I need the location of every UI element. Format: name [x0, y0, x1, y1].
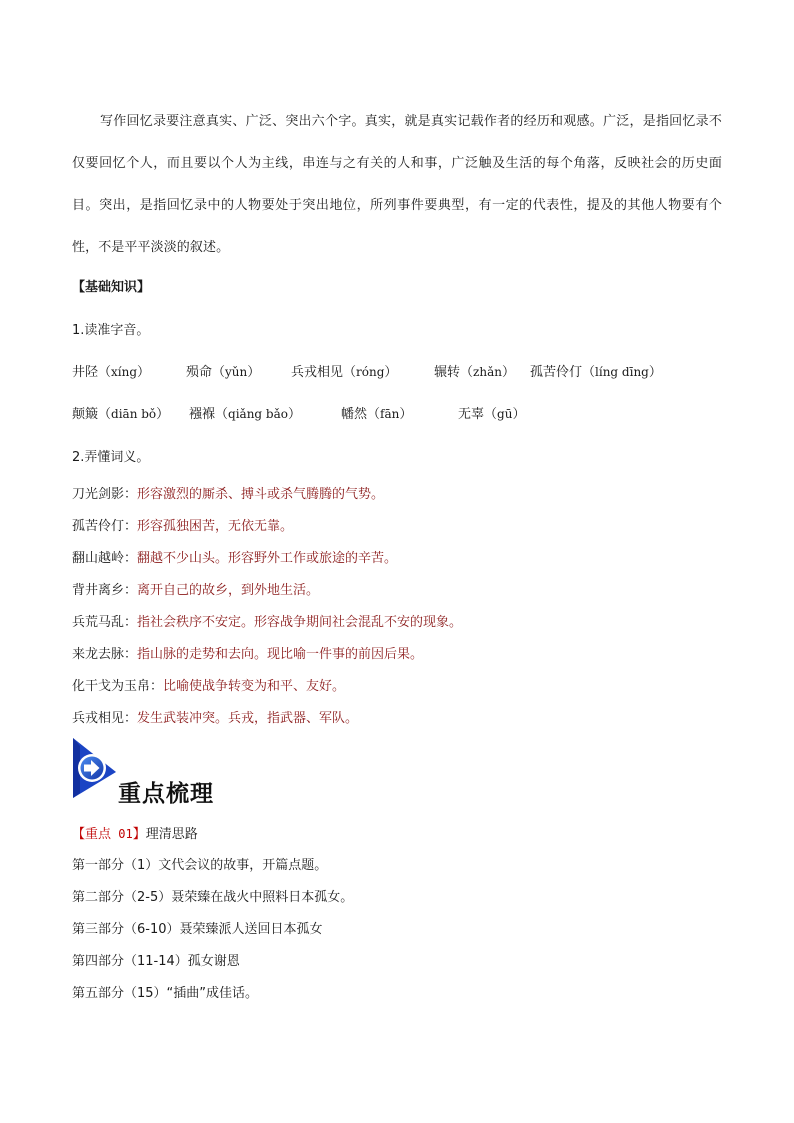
definition-term: 孤苦伶仃：: [72, 519, 138, 534]
pinyin-reading: líng dīng: [595, 365, 649, 379]
pinyin-word: 幡然: [341, 407, 368, 422]
key-point-tag-number: 01: [111, 827, 133, 841]
definition-item: [72, 515, 293, 534]
definition-meaning: 发生武装冲突。兵戎，指武器、军队。: [137, 711, 359, 726]
pinyin-word: 辗转: [434, 365, 461, 380]
outline-part: 第五部分（15）“插曲”成佳话。: [72, 986, 259, 1001]
definition-term: 翻山越岭：: [72, 551, 138, 566]
pinyin-word: 兵戎相见: [291, 365, 344, 380]
definition-term: 化干戈为玉帛：: [72, 679, 164, 694]
definition-term: 兵戎相见：: [72, 711, 138, 726]
definition-item: [72, 547, 397, 566]
intro-paragraph: 写作回忆录要注意真实、广泛、突出六个字。真实，就是真实记载作者的经历和观感。广泛，是指回忆录不仅要回忆个人，而且要以个人为主线，串连与之有关的人和事，广泛触及生活的每个角落，反映社会的历史面目。突出，是指回忆录中的人物要处于突出地位，所列事件要典型，有一定的代表性，提及的其他人物要有个性，不是平平淡淡的叙述。: [72, 114, 722, 255]
pinyin-row-1: [72, 361, 732, 383]
outline-part: 第四部分（11-14）孤女谢恩: [72, 954, 240, 969]
key-point-title: 理清思路: [145, 827, 198, 842]
pinyin-reading: fān: [380, 407, 400, 421]
definition-term: 背井离乡：: [72, 583, 138, 598]
key-point-tag-open: 【重点: [72, 827, 112, 842]
definition-term: 来龙去脉：: [72, 647, 138, 662]
definition-term: 刀光剑影：: [72, 487, 138, 502]
outline-part: 第三部分（6-10）聂荣臻派人送回日本孤女: [72, 922, 323, 937]
definition-meaning: 离开自己的故乡，到外地生活。: [137, 583, 320, 598]
pinyin-item: 兵戎相见（róng）: [291, 365, 398, 380]
pinyin-reading: qiǎng bǎo: [228, 407, 288, 421]
outline-part: 第二部分（2-5）聂荣臻在战火中照料日本孤女。: [72, 890, 354, 905]
definition-item: [72, 707, 358, 726]
definition-item: [72, 579, 319, 598]
pinyin-item: 辗转（zhǎn）: [434, 365, 515, 380]
arrow-right-icon: [70, 737, 118, 799]
definition-meaning: 比喻使战争转变为和平、友好。: [163, 679, 346, 694]
pinyin-item: 幡然（fān）: [341, 407, 413, 422]
pinyin-item: 殒命（yǔn）: [186, 365, 261, 380]
pinyin-word: 殒命: [186, 365, 213, 380]
pinyin-row-2: [72, 403, 732, 425]
definition-term: 兵荒马乱：: [72, 615, 138, 630]
question-2-title: 2.弄懂词义。: [72, 450, 150, 465]
key-points-heading: [70, 737, 270, 807]
pinyin-reading: gū: [497, 407, 513, 421]
definition-item: [72, 611, 462, 630]
pinyin-reading: zhǎn: [473, 365, 502, 379]
pinyin-reading: xíng: [111, 365, 138, 379]
key-points-title: 重点梳理: [118, 780, 214, 807]
pinyin-item: 孤苦伶仃（líng dīng）: [530, 365, 662, 380]
pinyin-reading: yǔn: [225, 365, 248, 379]
pinyin-word: 颠簸: [72, 407, 99, 422]
pinyin-item: 井陉（xíng）: [72, 365, 151, 380]
pinyin-reading: róng: [356, 365, 385, 379]
definition-item: [72, 643, 423, 662]
pinyin-item: 颠簸（diān bǒ）: [72, 407, 170, 422]
question-1-title: 1.读准字音。: [72, 323, 150, 338]
definition-meaning: 指山脉的走势和去向。现比喻一件事的前因后果。: [137, 647, 424, 662]
definition-meaning: 形容孤独困苦，无依无靠。: [137, 519, 294, 534]
definition-meaning: 指社会秩序不安定。形容战争期间社会混乱不安的现象。: [137, 615, 463, 630]
pinyin-item: 无辜（gū）: [458, 407, 526, 422]
pinyin-word: 井陉: [72, 365, 99, 380]
key-point-tag: [72, 827, 146, 842]
pinyin-reading: diān bǒ: [111, 407, 157, 421]
key-point-tag-close: 】: [132, 827, 146, 842]
pinyin-word: 襁褓: [189, 407, 216, 422]
outline-part: 第一部分（1）文代会议的故事，开篇点题。: [72, 858, 328, 873]
definition-meaning: 形容激烈的厮杀、搏斗或杀气腾腾的气势。: [137, 487, 385, 502]
key-point-01-line: [72, 823, 198, 842]
basic-knowledge-label: 【基础知识】: [72, 280, 151, 295]
definition-item: [72, 483, 384, 502]
pinyin-word: 无辜: [458, 407, 485, 422]
pinyin-item: 襁褓（qiǎng bǎo）: [189, 407, 302, 422]
definition-meaning: 翻越不少山头。形容野外工作或旅途的辛苦。: [137, 551, 398, 566]
pinyin-word: 孤苦伶仃: [530, 365, 583, 380]
definition-item: [72, 675, 345, 694]
